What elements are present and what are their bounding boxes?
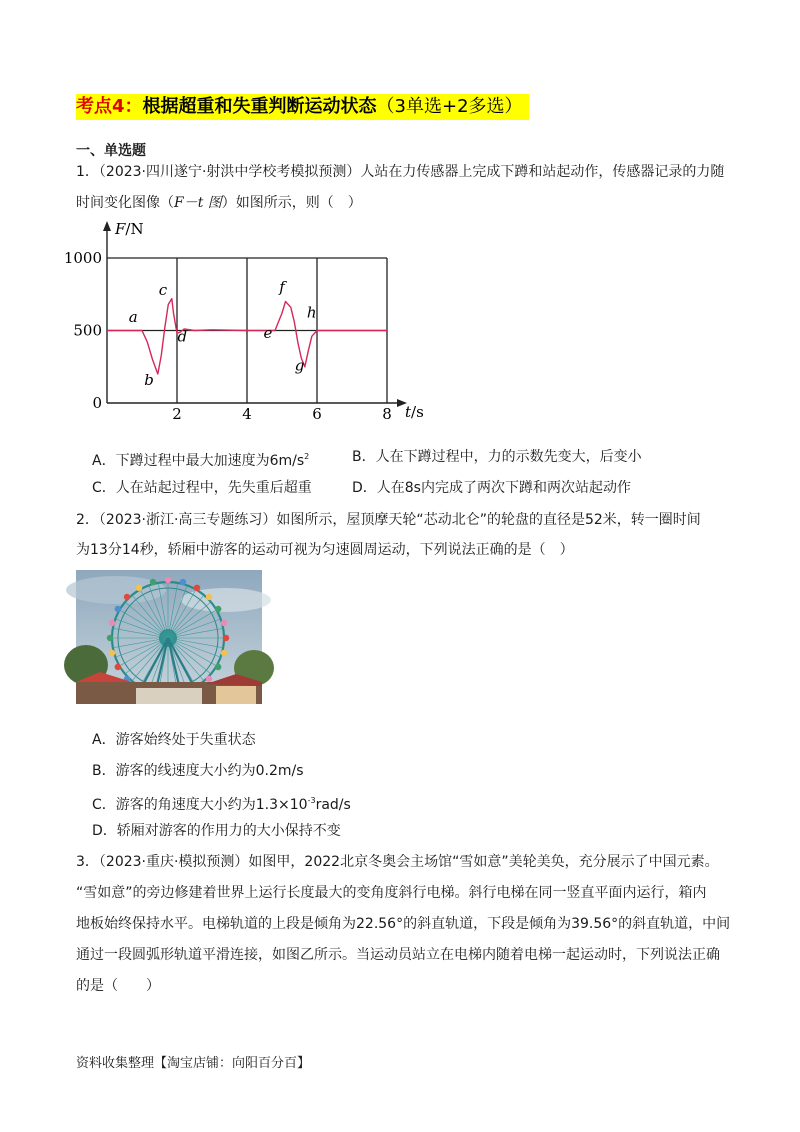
q1-formula: F－t 图 bbox=[174, 195, 222, 211]
q1-option-d[interactable]: D．人在8s内完成了两次下蹲和两次站起动作 bbox=[352, 480, 631, 496]
force-time-chart bbox=[63, 218, 430, 423]
point-label-f: f bbox=[279, 278, 285, 297]
q3-stem-line3: 地板始终保持水平。电梯轨道的上段是倾角为22.56°的斜直轨道，下段是倾角为39.56°的斜直轨道，中间 bbox=[76, 916, 731, 932]
q1-stem-line1: 1．（2023·四川遂宁·射洪中学校考模拟预测）人站在力传感器上完成下蹲和站起动作，传感器记录的力随 bbox=[76, 164, 725, 180]
point-label-g: g bbox=[294, 356, 305, 375]
q1-option-a-sup: 2 bbox=[304, 452, 310, 461]
topic-heading bbox=[76, 94, 529, 120]
q2-option-c[interactable] bbox=[92, 791, 351, 815]
y-tick-label-0: 0 bbox=[92, 394, 102, 412]
q1-stem-line2-b: ）如图所示，则（ ） bbox=[221, 195, 362, 211]
footer-source: 资料收集整理【淘宝店铺：向阳百分百】 bbox=[76, 1056, 311, 1071]
section-title: 一、单选题 bbox=[76, 143, 146, 159]
point-label-b: b bbox=[144, 370, 154, 389]
q3-stem-line1: 3．（2023·重庆·模拟预测）如图甲，2022北京冬奥会主场馆“雪如意”美轮美奂，充分展示了中国元素。 bbox=[76, 854, 719, 870]
q3-stem-line2: “雪如意”的旁边修建着世界上运行长度最大的变角度斜行电梯。斜行电梯在同一竖直平面内运行，箱内 bbox=[76, 885, 707, 901]
x-tick-label-2: 2 bbox=[172, 405, 182, 423]
q2-option-c-tail: rad/s bbox=[315, 797, 351, 813]
x-tick-label-4: 4 bbox=[242, 405, 252, 423]
ferris-wheel-photo bbox=[76, 570, 262, 704]
q1-option-a-text: A．下蹲过程中最大加速度为6m/s bbox=[92, 453, 305, 469]
x-tick-label-6: 6 bbox=[312, 405, 322, 423]
q1-stem-line2 bbox=[76, 193, 362, 213]
q1-option-b[interactable]: B．人在下蹲过程中，力的示数先变大，后变小 bbox=[352, 449, 642, 465]
q1-option-c[interactable]: C．人在站起过程中，先失重后超重 bbox=[92, 480, 312, 496]
q2-option-d[interactable]: D．轿厢对游客的作用力的大小保持不变 bbox=[92, 823, 341, 839]
q2-stem-line2: 为13分14秒，轿厢中游客的运动可视为匀速圆周运动，下列说法正确的是（ ） bbox=[76, 542, 574, 558]
y-tick-label-500: 500 bbox=[73, 321, 102, 340]
point-label-h: h bbox=[306, 303, 317, 322]
q2-option-a[interactable]: A．游客始终处于失重状态 bbox=[92, 732, 256, 748]
topic-point-label: 考点4： bbox=[76, 96, 143, 117]
q2-option-c-text: C．游客的角速度大小约为1.3×10 bbox=[92, 797, 308, 813]
q2-stem-line1: 2．（2023·浙江·高三专题练习）如图所示，屋顶摩天轮“芯动北仑”的轮盘的直径是52米，转一圈时间 bbox=[76, 512, 701, 528]
q3-stem-line4: 通过一段圆弧形轨道平滑连接，如图乙所示。当运动员站立在电梯内随着电梯一起运动时，下列说法正确 bbox=[76, 947, 720, 963]
point-label-e: e bbox=[263, 323, 273, 342]
q2-option-c-sup: -3 bbox=[307, 796, 316, 805]
y-tick-label-1000: 1000 bbox=[63, 249, 102, 267]
q3-stem-line5: 的是（ ） bbox=[76, 978, 160, 994]
q1-stem-line2-a: 时间变化图像（ bbox=[76, 195, 174, 211]
y-axis-arrow bbox=[103, 221, 111, 231]
topic-title: 根据超重和失重判断运动状态 bbox=[142, 96, 377, 117]
point-label-d: d bbox=[177, 327, 188, 346]
y-axis-label: F/N bbox=[115, 220, 144, 238]
q1-option-a[interactable] bbox=[92, 447, 309, 471]
point-label-c: c bbox=[158, 280, 168, 299]
x-tick-label-8: 8 bbox=[382, 405, 392, 423]
x-axis-label: t/s bbox=[405, 403, 424, 421]
topic-suffix: （3单选+2多选） bbox=[376, 96, 523, 117]
point-label-a: a bbox=[128, 307, 138, 326]
q2-option-b[interactable]: B．游客的线速度大小约为0.2m/s bbox=[92, 763, 304, 779]
